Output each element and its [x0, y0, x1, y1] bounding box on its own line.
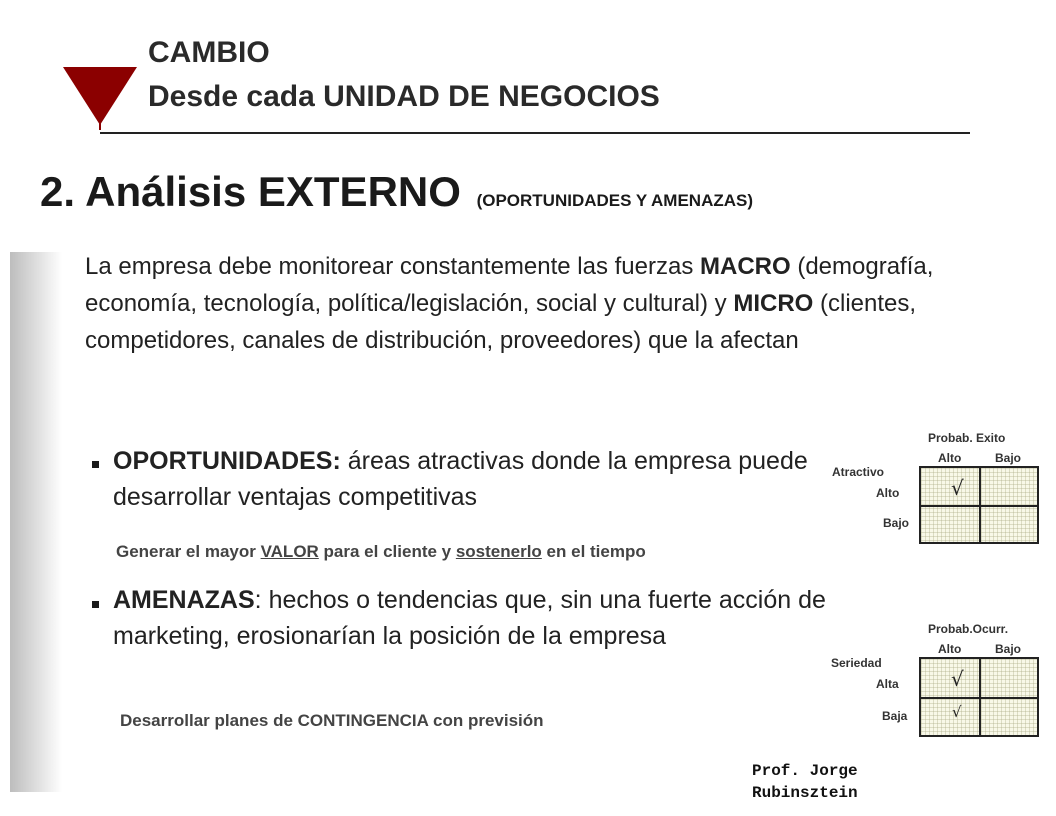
matrix1-col-bajo: Bajo: [995, 451, 1022, 465]
matrix1-hline: [921, 505, 1037, 507]
matrix2-row-baja: Baja: [882, 709, 908, 723]
author-line-1: Prof. Jorge: [752, 762, 858, 780]
matrix2-row-title: Seriedad: [831, 656, 882, 670]
intro-paragraph: [85, 248, 1035, 359]
matrix1-grid: [919, 466, 1039, 544]
title-main: 2. Análisis EXTERNO: [40, 168, 461, 215]
threats-note: Desarrollar planes de CONTINGENCIA con previsión: [120, 711, 544, 730]
triangle-stem: [99, 108, 101, 130]
author-line-2: Rubinsztein: [752, 784, 858, 802]
note-sostenerlo: sostenerlo: [455, 542, 542, 561]
matrix1-row-alto: Alto: [876, 486, 900, 500]
matrix1-row-title: Atractivo: [832, 465, 885, 479]
matrix1-row-bajo: Bajo: [883, 516, 910, 530]
opportunities-item: [113, 443, 813, 515]
intro-micro: MICRO: [733, 290, 814, 317]
opportunities-term: OPORTUNIDADES:: [113, 447, 341, 475]
left-gradient-bar: [10, 252, 62, 792]
header-line-2: Desde cada UNIDAD DE NEGOCIOS: [148, 80, 660, 113]
matrix2-grid: [919, 657, 1039, 737]
threats-item: [113, 582, 853, 654]
intro-text-2: (demografía, economía, tecnología, política/legislación, social y cultural) y: [85, 253, 934, 317]
threats-term: AMENAZAS: [113, 586, 255, 614]
matrix2-check: √: [951, 667, 964, 691]
note-text-b: para el cliente y: [318, 542, 456, 561]
opportunities-note: [116, 542, 646, 562]
matrix2-col-alto: Alto: [938, 642, 962, 656]
threats-text: : hechos o tendencias que, sin una fuerte acción de marketing, erosionarían la posición de la empresa: [113, 586, 826, 650]
header-divider: [100, 132, 970, 134]
matrix2-row-alta: Alta: [876, 677, 899, 691]
note-text-a: Generar el mayor: [116, 542, 261, 561]
intro-text-3: (clientes, competidores, canales de distribución, proveedores) que la afectan: [85, 290, 917, 354]
matrix1-check: √: [951, 476, 964, 500]
page-title: [40, 168, 753, 216]
opportunities-text: áreas atractivas donde la empresa puede desarrollar ventajas competitivas: [113, 447, 808, 511]
matrix2-col-bajo: Bajo: [995, 642, 1022, 656]
note-text-c: en el tiempo: [541, 542, 646, 561]
bullet-square: [92, 461, 99, 468]
matrix2-check-small: √: [952, 703, 962, 721]
header-line-1: CAMBIO: [148, 36, 270, 69]
intro-text-1: La empresa debe monitorear constantemente las fuerzas: [85, 253, 701, 280]
matrix2-hline: [921, 697, 1037, 699]
author-credit: [752, 760, 858, 804]
matrix1-col-alto: Alto: [938, 451, 962, 465]
title-subtitle: (OPORTUNIDADES Y AMENAZAS): [476, 191, 754, 210]
note-valor: VALOR: [260, 542, 319, 561]
matrix2-col-title: Probab.Ocurr.: [928, 622, 1009, 636]
intro-macro: MACRO: [700, 253, 791, 280]
matrix1-col-title: Probab. Exito: [928, 431, 1006, 445]
bullet-square: [92, 601, 99, 608]
